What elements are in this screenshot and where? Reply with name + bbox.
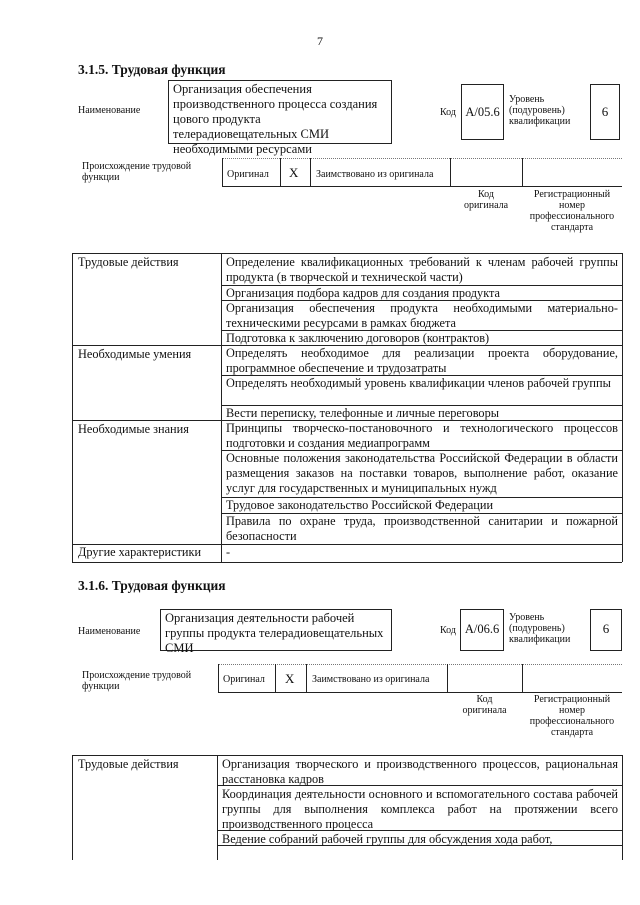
original-mark: X bbox=[289, 165, 299, 180]
kod-label: Код bbox=[440, 107, 456, 118]
knowledge-item: Основные положения законодательства Российской Федерации в области размещения заказов на поставки товаров, выполнение работ, оказание услуг для государственных и муниципальных нужд bbox=[226, 451, 618, 495]
function-name: Организация обеспечения производственного процесса создания цового продукта телерадиовещательных СМИ необходимыми ресурсами bbox=[173, 82, 378, 156]
reg-line-4: стандарта bbox=[550, 727, 594, 738]
skills-label: Необходимые умения bbox=[78, 347, 192, 361]
borrowed-label: Заимствовано из оригинала bbox=[316, 169, 434, 180]
skill-item: Определять необходимое для реализации проекта оборудование, программное обеспечение и трудозатраты bbox=[226, 346, 618, 375]
function-name-box bbox=[160, 609, 392, 655]
reg-line-4: стандарта bbox=[550, 222, 594, 233]
kod-value: A/05.6 bbox=[465, 105, 500, 119]
origin-label bbox=[82, 670, 191, 692]
original-mark: X bbox=[285, 671, 295, 686]
knowledge-label: Необходимые знания bbox=[78, 422, 189, 436]
level-label-line-2: (подуровень) bbox=[509, 105, 565, 116]
level-value: 6 bbox=[602, 621, 610, 636]
reg-number-label bbox=[522, 694, 622, 738]
knowledge-item: Правила по охране труда, производственной санитарии и пожарной безопасности bbox=[226, 514, 618, 543]
level-box bbox=[590, 609, 622, 651]
level-label-line-1: Уровень bbox=[509, 94, 545, 105]
naimenovanie-label: Наименование bbox=[78, 626, 141, 637]
level-label bbox=[509, 94, 570, 127]
level-value: 6 bbox=[601, 104, 609, 119]
action-item: Подготовка к заключению договоров (контрактов) bbox=[226, 331, 490, 345]
kod-box bbox=[461, 84, 504, 140]
reg-line-1: Регистрационный bbox=[533, 189, 611, 200]
kod-label: Код bbox=[440, 625, 456, 636]
level-label-line-3: квалификации bbox=[509, 116, 571, 127]
reg-line-2: номер bbox=[559, 200, 585, 211]
kod-original-line-2: оригинала bbox=[462, 705, 507, 716]
action-item: Организация обеспечения продукта необходимыми материально-техническими ресурсами в рамках бюджета bbox=[226, 301, 618, 330]
page-number: 7 bbox=[317, 34, 323, 48]
kod-original-line-1: Код bbox=[478, 189, 494, 200]
function-name-box bbox=[168, 80, 392, 156]
actions-label: Трудовые действия bbox=[78, 757, 179, 771]
kod-box bbox=[460, 609, 504, 651]
origin-label-line-1: Происхождение трудовой bbox=[82, 161, 192, 172]
reg-line-2: номер bbox=[559, 705, 585, 716]
origin-label-line-2: функции bbox=[82, 681, 120, 692]
other-value: - bbox=[226, 545, 231, 559]
other-label: Другие характеристики bbox=[78, 545, 202, 559]
reg-line-3: профессионального bbox=[529, 211, 615, 222]
actions-label: Трудовые действия bbox=[78, 255, 179, 269]
level-label-line-1: Уровень bbox=[509, 612, 545, 623]
action-item: Координация деятельности основного и вспомогательного состава рабочей группы для выполнения комплекса работ на протяжении всего производственного процесса bbox=[222, 787, 618, 831]
level-label-line-2: (подуровень) bbox=[509, 623, 565, 634]
action-item: Определение квалификационных требований к членам рабочей группы продукта (в творческой и технической части) bbox=[226, 255, 618, 284]
section-title-316: 3.1.6. Трудовая функция bbox=[78, 578, 226, 593]
knowledge-item: Принципы творческо-постановочного и технологического процессов подготовки и создания медиапрограмм bbox=[226, 421, 618, 450]
kod-original-line-2: оригинала bbox=[463, 200, 509, 211]
kod-original-line-1: Код bbox=[476, 694, 493, 705]
skill-item: Определять необходимый уровень квалификации членов рабочей группы bbox=[226, 376, 611, 390]
origin-label-line-2: функции bbox=[82, 172, 120, 183]
original-label: Оригинал bbox=[223, 674, 265, 685]
borrowed-label: Заимствовано из оригинала bbox=[312, 674, 430, 685]
action-item: Организация подбора кадров для создания продукта bbox=[226, 286, 500, 300]
action-item: Организация творческого и производственного процессов, рациональная расстановка кадров bbox=[222, 757, 618, 786]
level-label-line-3: квалификации bbox=[509, 634, 571, 645]
naimenovanie-label: Наименование bbox=[78, 105, 141, 116]
kod-original-label bbox=[450, 189, 522, 211]
level-box bbox=[590, 84, 620, 140]
level-label bbox=[509, 612, 570, 645]
function-name: Организация деятельности рабочей группы продукта телерадиовещательных СМИ bbox=[165, 611, 384, 655]
reg-number-label bbox=[522, 189, 622, 233]
kod-value: A/06.6 bbox=[464, 622, 500, 636]
section-title-315: 3.1.5. Трудовая функция bbox=[78, 62, 226, 77]
action-item: Ведение собраний рабочей группы для обсуждения хода работ, bbox=[222, 832, 553, 846]
skill-item: Вести переписку, телефонные и личные переговоры bbox=[226, 406, 499, 420]
reg-line-1: Регистрационный bbox=[533, 694, 611, 705]
kod-original-label bbox=[447, 694, 522, 716]
original-label: Оригинал bbox=[227, 169, 269, 180]
reg-line-3: профессионального bbox=[529, 716, 615, 727]
origin-label bbox=[82, 161, 191, 183]
origin-label-line-1: Происхождение трудовой bbox=[82, 670, 192, 681]
knowledge-item: Трудовое законодательство Российской Федерации bbox=[226, 498, 494, 512]
